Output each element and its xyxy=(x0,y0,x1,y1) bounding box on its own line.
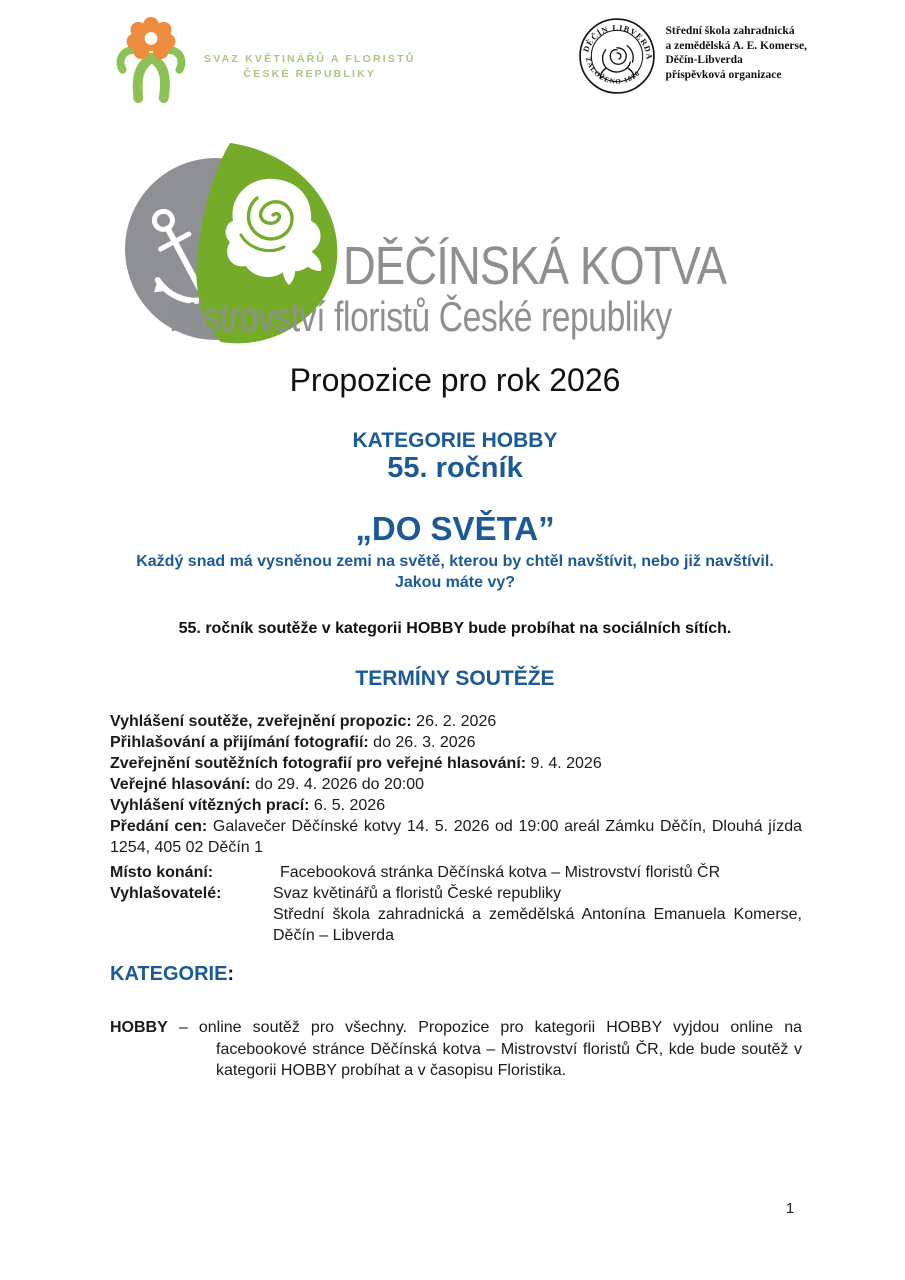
hobby-label: HOBBY xyxy=(110,1019,168,1036)
venue-row: Střední škola zahradnická a zemědělská Antonína Emanuela Komerse, xyxy=(273,906,802,923)
seal-text-top: DĚČÍN LIBVERDA xyxy=(580,23,654,61)
intro-line: 55. ročník soutěže v kategorii HOBBY bude probíhat na sociálních sítích. xyxy=(178,620,732,637)
term-row: Vyhlášení vítězných prací: 6. 5. 2026 xyxy=(110,797,386,814)
venue-row: Vyhlašovatelé: Svaz květinářů a floristů České republiky xyxy=(110,885,562,902)
theme-subtitle xyxy=(90,551,820,593)
venue-row: Děčín – Libverda xyxy=(273,927,394,944)
category-hobby-heading: KATEGORIE HOBBY xyxy=(352,429,558,452)
theme-subtitle-line2: Jakou máte vy? xyxy=(394,574,516,591)
terms-list xyxy=(110,711,802,858)
venue-block xyxy=(110,862,802,946)
term-row: Předání cen: Galavečer Děčínské kotvy 14. 5. 2026 od 19:00 areál Zámku Děčín, Dlouhá jízda 1254, 405 02 Děčín 1 xyxy=(110,818,803,856)
venue-row: Místo konání: Facebooková stránka Děčínská kotva – Mistrovství floristů ČR xyxy=(110,864,721,881)
school-line1: Střední škola zahradnická xyxy=(665,25,795,37)
brand-subtitle: Mistrovství floristů České republiky xyxy=(169,293,672,340)
school-seal-icon xyxy=(578,16,656,96)
school-line2: a zemědělská A. E. Komerse, xyxy=(665,39,807,52)
page-number: 1 xyxy=(785,1200,795,1217)
theme-title: „DO SVĚTA” xyxy=(355,510,555,547)
term-row: Přihlašování a přijímání fotografií: do 26. 3. 2026 xyxy=(110,734,476,751)
seal-rose-icon xyxy=(600,46,633,79)
edition-heading: 55. ročník xyxy=(387,452,523,484)
school-logo xyxy=(578,16,808,96)
school-line4: příspěvková organizace xyxy=(665,68,782,81)
brand-title: DĚČÍNSKÁ KOTVA xyxy=(343,236,727,296)
svaz-logo-line2: ČESKÉ REPUBLIKY xyxy=(243,68,377,80)
term-row: Vyhlášení soutěže, zveřejnění propozic: 26. 2. 2026 xyxy=(110,713,497,730)
decinska-kotva-brand xyxy=(123,143,803,353)
theme-subtitle-line1: Každý snad má vysněnou zemi na světě, kterou by chtěl navštívit, nebo již navštívil. xyxy=(136,553,774,570)
seal-text-bottom: ZALOŽENO 1850 xyxy=(583,56,642,86)
document-title: Propozice pro rok 2026 xyxy=(289,362,621,398)
svaz-kvetinaru-logo xyxy=(108,16,416,104)
school-line3: Děčín-Libverda xyxy=(665,54,743,66)
hobby-paragraph xyxy=(110,1017,802,1082)
header xyxy=(108,16,807,104)
school-text xyxy=(666,16,808,82)
term-row: Veřejné hlasování: do 29. 4. 2026 do 20:00 xyxy=(110,776,424,793)
terms-heading: TERMÍNY SOUTĚŽE xyxy=(355,667,555,690)
categories-heading: KATEGORIE: xyxy=(110,963,235,985)
svaz-logo-line1: SVAZ KVĚTINÁŘŮ A FLORISTŮ xyxy=(204,53,416,65)
flower-icon xyxy=(108,16,196,104)
svaz-logo-text xyxy=(204,38,416,82)
term-row: Zveřejnění soutěžních fotografií pro veřejné hlasování: 9. 4. 2026 xyxy=(110,755,602,772)
hobby-text: – online soutěž pro všechny. Propozice pro kategorii HOBBY vyjdou online na facebookové stránce Děčínská kotva – Mistrovství floristů ČR, kde bude soutěž v kategorii HOBBY probíhat a v časopisu Floristika. xyxy=(167,1019,802,1079)
